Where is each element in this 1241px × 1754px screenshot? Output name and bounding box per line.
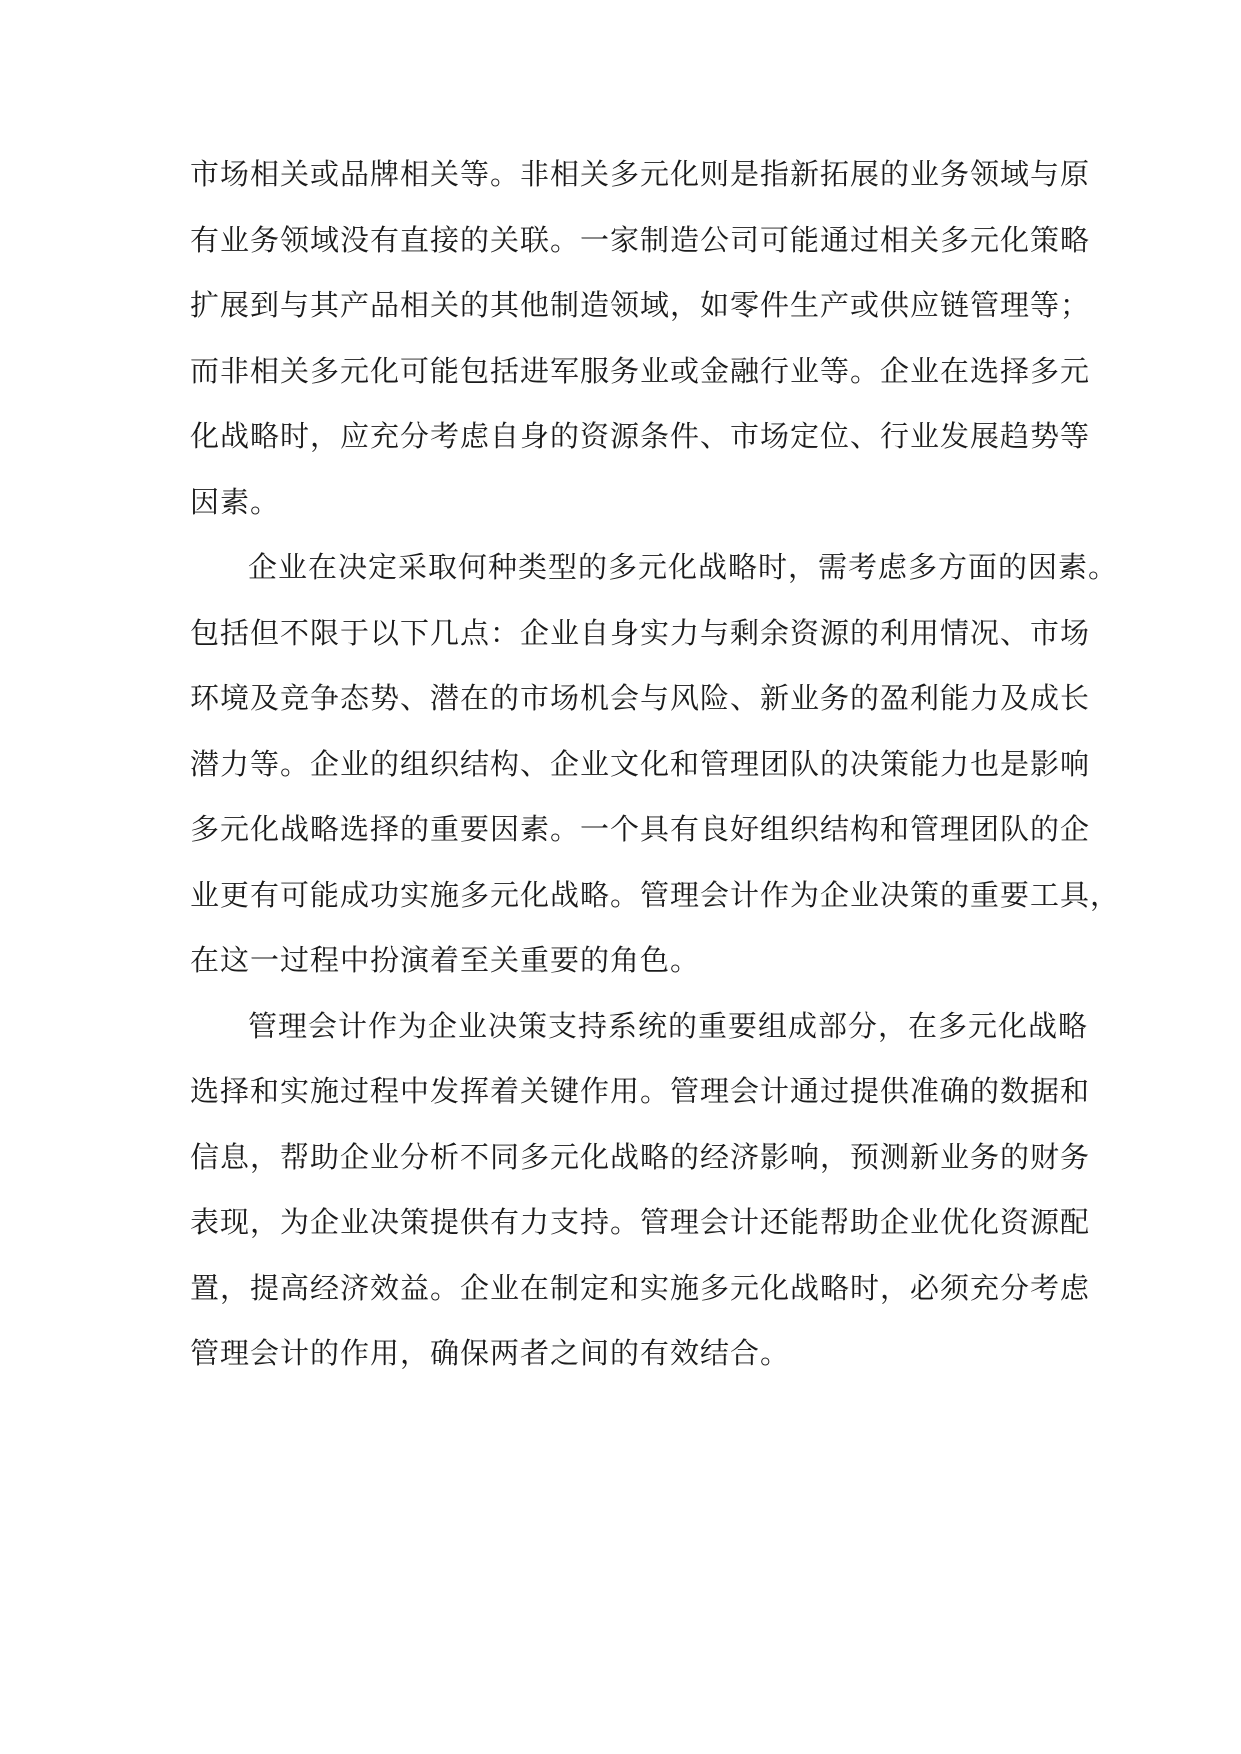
text-line: 潜力等。企业的组织结构、企业文化和管理团队的决策能力也是影响 — [190, 746, 1091, 781]
text-line: 企业在决定采取何种类型的多元化战略时，需考虑多方面的因素。 — [248, 550, 1119, 584]
text-line: 业更有可能成功实施多元化战略。管理会计作为企业决策的重要工具， — [190, 877, 1121, 912]
text-line: 信息，帮助企业分析不同多元化战略的经济影响，预测新业务的财务 — [190, 1139, 1091, 1174]
paragraph-management-accounting — [190, 994, 1091, 1387]
text-line: 置，提高经济效益。企业在制定和实施多元化战略时，必须充分考虑 — [190, 1270, 1091, 1305]
text-line: 多元化战略选择的重要因素。一个具有良好组织结构和管理团队的企 — [190, 812, 1091, 846]
paragraph-continued — [190, 142, 1091, 535]
text-line: 管理会计作为企业决策支持系统的重要组成部分，在多元化战略 — [248, 1008, 1089, 1043]
paragraph-diversification-factors — [190, 535, 1121, 994]
text-line: 选择和实施过程中发挥着关键作用。管理会计通过提供准确的数据和 — [190, 1074, 1091, 1108]
text-line: 环境及竞争态势、潜在的市场机会与风险、新业务的盈利能力及成长 — [190, 681, 1091, 715]
text-line: 有业务领域没有直接的关联。一家制造公司可能通过相关多元化策略 — [190, 222, 1091, 257]
text-line: 管理会计的作用，确保两者之间的有效结合。 — [190, 1336, 791, 1370]
text-line: 市场相关或品牌相关等。非相关多元化则是指新拓展的业务领域与原 — [190, 157, 1091, 191]
text-line: 包括但不限于以下几点：企业自身实力与剩余资源的利用情况、市场 — [190, 615, 1091, 650]
text-line: 表现，为企业决策提供有力支持。管理会计还能帮助企业优化资源配 — [190, 1205, 1091, 1239]
body-text — [190, 142, 1121, 1387]
text-line: 在这一过程中扮演着至关重要的角色。 — [190, 943, 701, 977]
text-line: 扩展到与其产品相关的其他制造领域，如零件生产或供应链管理等； — [190, 288, 1091, 322]
text-line: 而非相关多元化可能包括进军服务业或金融行业等。企业在选择多元 — [190, 353, 1091, 388]
text-line: 化战略时，应充分考虑自身的资源条件、市场定位、行业发展趋势等 — [190, 419, 1091, 453]
text-line: 因素。 — [190, 484, 281, 519]
